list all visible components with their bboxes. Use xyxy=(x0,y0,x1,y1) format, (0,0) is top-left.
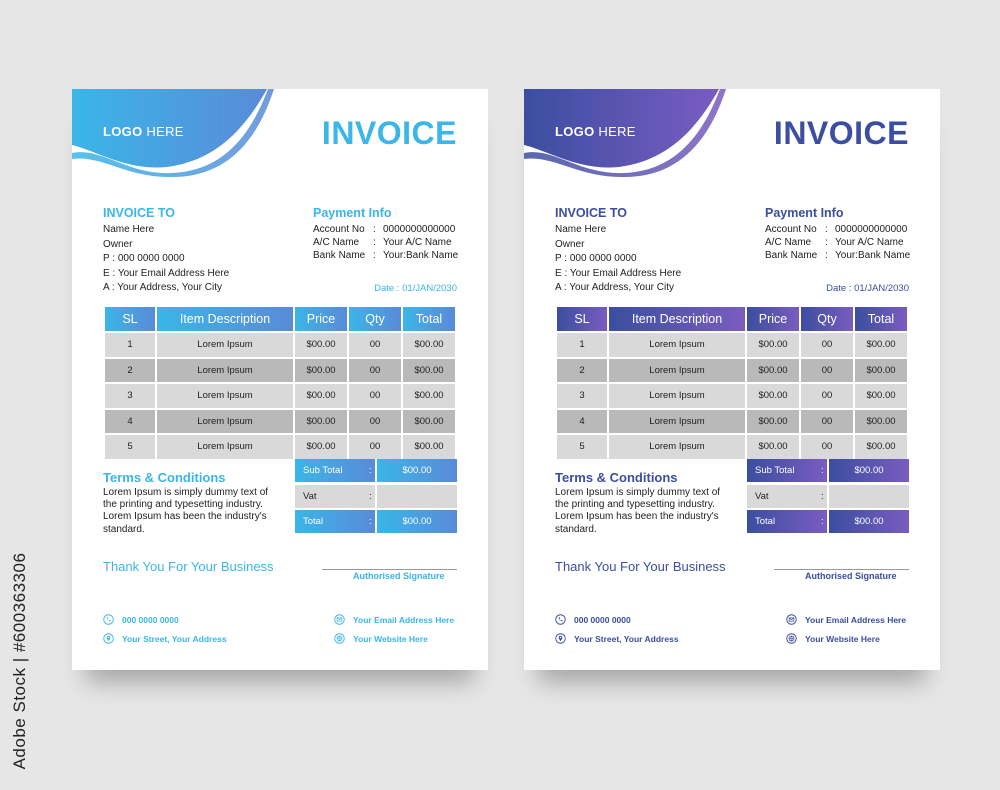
payment-row: Account No : 0000000000000 xyxy=(765,224,908,235)
table-row xyxy=(105,435,455,459)
cell-desc: Lorem Ipsum xyxy=(609,410,745,434)
subtotal-colon: : xyxy=(369,465,372,476)
header-cell: Item Description xyxy=(609,307,745,331)
cell-desc: Lorem Ipsum xyxy=(157,333,293,357)
terms-text: Lorem Ipsum is simply dummy text of the printing and typesetting industry. Lorem Ipsum has been the industry's standard. xyxy=(555,487,721,535)
cell-price: $00.00 xyxy=(747,359,799,383)
invoice-date: Date : 01/JAN/2030 xyxy=(374,283,457,294)
email-icon xyxy=(334,614,345,625)
cell-total: $00.00 xyxy=(855,359,907,383)
vat-value xyxy=(377,485,457,508)
table-row xyxy=(105,359,455,383)
total-colon: : xyxy=(821,516,824,527)
payment-info-heading: Payment Info xyxy=(765,206,844,220)
cell-total: $00.00 xyxy=(403,410,455,434)
vat-label: Vat xyxy=(747,485,827,508)
cell-price: $00.00 xyxy=(295,384,347,408)
cell-sl: 5 xyxy=(557,435,607,459)
header-wave-shape xyxy=(72,89,342,189)
cell-price: $00.00 xyxy=(747,333,799,357)
total-value: $00.00 xyxy=(377,510,457,533)
cell-sl: 2 xyxy=(105,359,155,383)
table-header-row xyxy=(557,307,907,331)
cell-desc: Lorem Ipsum xyxy=(609,359,745,383)
cell-price: $00.00 xyxy=(295,435,347,459)
payment-info-heading: Payment Info xyxy=(313,206,392,220)
total-value: $00.00 xyxy=(829,510,909,533)
invoice-title: INVOICE xyxy=(773,115,909,151)
cell-qty: 00 xyxy=(349,359,401,383)
cell-qty: 00 xyxy=(801,410,853,434)
email-icon xyxy=(786,614,797,625)
cell-qty: 00 xyxy=(349,333,401,357)
cell-desc: Lorem Ipsum xyxy=(609,333,745,357)
contact-phone: 000 0000 0000 xyxy=(574,615,631,625)
invoice-title: INVOICE xyxy=(321,115,457,151)
client-role: Owner xyxy=(103,239,133,250)
cell-total: $00.00 xyxy=(403,359,455,383)
total-row xyxy=(295,510,457,533)
cell-total: $00.00 xyxy=(855,333,907,357)
terms-heading: Terms & Conditions xyxy=(103,470,226,485)
terms-heading: Terms & Conditions xyxy=(555,470,678,485)
subtotal-row xyxy=(295,459,457,482)
client-address: A : Your Address, Your City xyxy=(103,282,222,293)
globe-icon xyxy=(786,633,797,644)
vat-colon: : xyxy=(821,491,824,502)
client-address: A : Your Address, Your City xyxy=(555,282,674,293)
invoice-to-heading: INVOICE TO xyxy=(555,206,628,220)
payment-row: Account No : 0000000000000 xyxy=(313,224,456,235)
table-row xyxy=(557,333,907,357)
vat-row xyxy=(295,485,457,508)
payment-row: Bank Name : Your:Bank Name xyxy=(313,250,459,261)
cell-sl: 1 xyxy=(105,333,155,357)
vat-label: Vat xyxy=(295,485,375,508)
cell-desc: Lorem Ipsum xyxy=(157,410,293,434)
client-name: Name Here xyxy=(555,224,607,235)
location-icon xyxy=(555,633,566,644)
table-row xyxy=(105,410,455,434)
subtotal-value: $00.00 xyxy=(377,459,457,482)
logo: LOGO HERE xyxy=(103,124,184,139)
cell-desc: Lorem Ipsum xyxy=(609,435,745,459)
cell-total: $00.00 xyxy=(855,410,907,434)
payment-row: A/C Name : Your A/C Name xyxy=(765,237,904,248)
cell-qty: 00 xyxy=(349,384,401,408)
thank-you-text: Thank You For Your Business xyxy=(103,559,274,574)
header-cell: Item Description xyxy=(157,307,293,331)
table-row xyxy=(557,435,907,459)
header-cell: Total xyxy=(855,307,907,331)
header-cell: SL xyxy=(557,307,607,331)
contact-website: Your Website Here xyxy=(805,634,880,644)
client-name: Name Here xyxy=(103,224,155,235)
cell-sl: 4 xyxy=(105,410,155,434)
thank-you-text: Thank You For Your Business xyxy=(555,559,726,574)
invoice-date: Date : 01/JAN/2030 xyxy=(826,283,909,294)
phone-icon xyxy=(103,614,114,625)
subtotal-value: $00.00 xyxy=(829,459,909,482)
cell-total: $00.00 xyxy=(403,435,455,459)
items-table xyxy=(555,305,909,461)
cell-qty: 00 xyxy=(801,435,853,459)
payment-row: Bank Name : Your:Bank Name xyxy=(765,250,911,261)
header-cell: SL xyxy=(105,307,155,331)
signature-line xyxy=(774,569,909,570)
contact-phone: 000 0000 0000 xyxy=(122,615,179,625)
cell-price: $00.00 xyxy=(747,435,799,459)
contact-email: Your Email Address Here xyxy=(353,615,455,625)
contact-address: Your Street, Your Address xyxy=(122,634,227,644)
cell-total: $00.00 xyxy=(403,333,455,357)
cell-sl: 3 xyxy=(105,384,155,408)
stock-watermark-id xyxy=(8,546,32,776)
total-row xyxy=(747,510,909,533)
items-table xyxy=(103,305,457,461)
header-cell: Qty xyxy=(801,307,853,331)
cell-sl: 3 xyxy=(557,384,607,408)
cell-qty: 00 xyxy=(801,333,853,357)
contact-address: Your Street, Your Address xyxy=(574,634,679,644)
terms-text: Lorem Ipsum is simply dummy text of the printing and typesetting industry. Lorem Ipsum has been the industry's standard. xyxy=(103,487,269,535)
cell-qty: 00 xyxy=(801,359,853,383)
cell-qty: 00 xyxy=(801,384,853,408)
cell-price: $00.00 xyxy=(295,359,347,383)
table-header-row xyxy=(105,307,455,331)
signature-line xyxy=(322,569,457,570)
cell-sl: 1 xyxy=(557,333,607,357)
globe-icon xyxy=(334,633,345,644)
subtotal-label: Sub Total xyxy=(295,459,375,482)
total-label: Total xyxy=(747,510,827,533)
header-wave-shape xyxy=(524,89,794,189)
cell-desc: Lorem Ipsum xyxy=(157,435,293,459)
contact-website: Your Website Here xyxy=(353,634,428,644)
client-role: Owner xyxy=(555,239,585,250)
subtotal-row xyxy=(747,459,909,482)
table-row xyxy=(105,333,455,357)
cell-desc: Lorem Ipsum xyxy=(609,384,745,408)
cell-price: $00.00 xyxy=(747,384,799,408)
cell-desc: Lorem Ipsum xyxy=(157,384,293,408)
client-email: E : Your Email Address Here xyxy=(103,268,230,279)
invoice-page-blue xyxy=(72,89,488,670)
header-cell: Qty xyxy=(349,307,401,331)
cell-price: $00.00 xyxy=(747,410,799,434)
payment-row: A/C Name : Your A/C Name xyxy=(313,237,452,248)
table-row xyxy=(557,384,907,408)
cell-sl: 2 xyxy=(557,359,607,383)
vat-row xyxy=(747,485,909,508)
vat-colon: : xyxy=(369,491,372,502)
total-colon: : xyxy=(369,516,372,527)
header-cell: Total xyxy=(403,307,455,331)
cell-sl: 4 xyxy=(557,410,607,434)
contact-email: Your Email Address Here xyxy=(805,615,907,625)
cell-total: $00.00 xyxy=(855,435,907,459)
header-cell: Price xyxy=(747,307,799,331)
cell-qty: 00 xyxy=(349,410,401,434)
subtotal-label: Sub Total xyxy=(747,459,827,482)
logo: LOGO HERE xyxy=(555,124,636,139)
authorised-signature: Authorised Signature xyxy=(805,571,897,581)
vat-value xyxy=(829,485,909,508)
table-row xyxy=(557,410,907,434)
total-label: Total xyxy=(295,510,375,533)
table-row xyxy=(105,384,455,408)
cell-total: $00.00 xyxy=(403,384,455,408)
header-cell: Price xyxy=(295,307,347,331)
cell-price: $00.00 xyxy=(295,333,347,357)
cell-price: $00.00 xyxy=(295,410,347,434)
stock-watermark-text: Adobe Stock | #600363306 xyxy=(10,552,29,770)
cell-total: $00.00 xyxy=(855,384,907,408)
phone-icon xyxy=(555,614,566,625)
client-email: E : Your Email Address Here xyxy=(555,268,682,279)
location-icon xyxy=(103,633,114,644)
subtotal-colon: : xyxy=(821,465,824,476)
client-phone: P : 000 0000 0000 xyxy=(103,253,185,264)
invoice-page-purple xyxy=(524,89,940,670)
authorised-signature: Authorised Signature xyxy=(353,571,445,581)
client-phone: P : 000 0000 0000 xyxy=(555,253,637,264)
invoice-to-heading: INVOICE TO xyxy=(103,206,176,220)
cell-sl: 5 xyxy=(105,435,155,459)
cell-qty: 00 xyxy=(349,435,401,459)
cell-desc: Lorem Ipsum xyxy=(157,359,293,383)
table-row xyxy=(557,359,907,383)
